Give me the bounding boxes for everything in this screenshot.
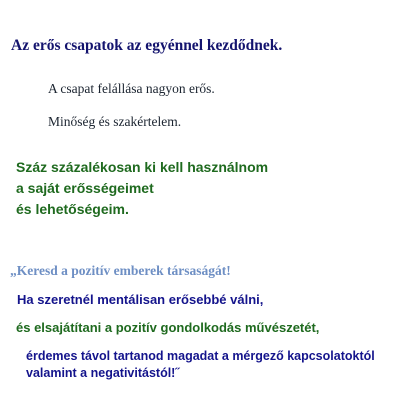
statement-line-1: Száz százalékosan ki kell használnom [16, 159, 269, 175]
statement-line-2: a saját erősségeimet [16, 180, 154, 196]
quote-line-1: Ha szeretnél mentálisan erősebbé válni, [17, 292, 264, 307]
point-line-1: A csapat felállása nagyon erős. [48, 81, 215, 96]
main-heading: Az erős csapatok az egyénnel kezdődnek. [11, 37, 283, 54]
quote-line-2: és elsajátítani a pozitív gondolkodás művészetét, [16, 320, 320, 335]
quote-line-4: valamint a negativitástól!˝ [26, 366, 180, 380]
quote-heading: „Keresd a pozitív emberek társaságát! [10, 263, 231, 278]
quote-line-3: érdemes távol tartanod magadat a mérgező kapcsolatoktól [26, 349, 375, 363]
statement-line-3: és lehetőségeim. [16, 201, 129, 217]
point-line-2: Minőség és szakértelem. [48, 114, 182, 129]
